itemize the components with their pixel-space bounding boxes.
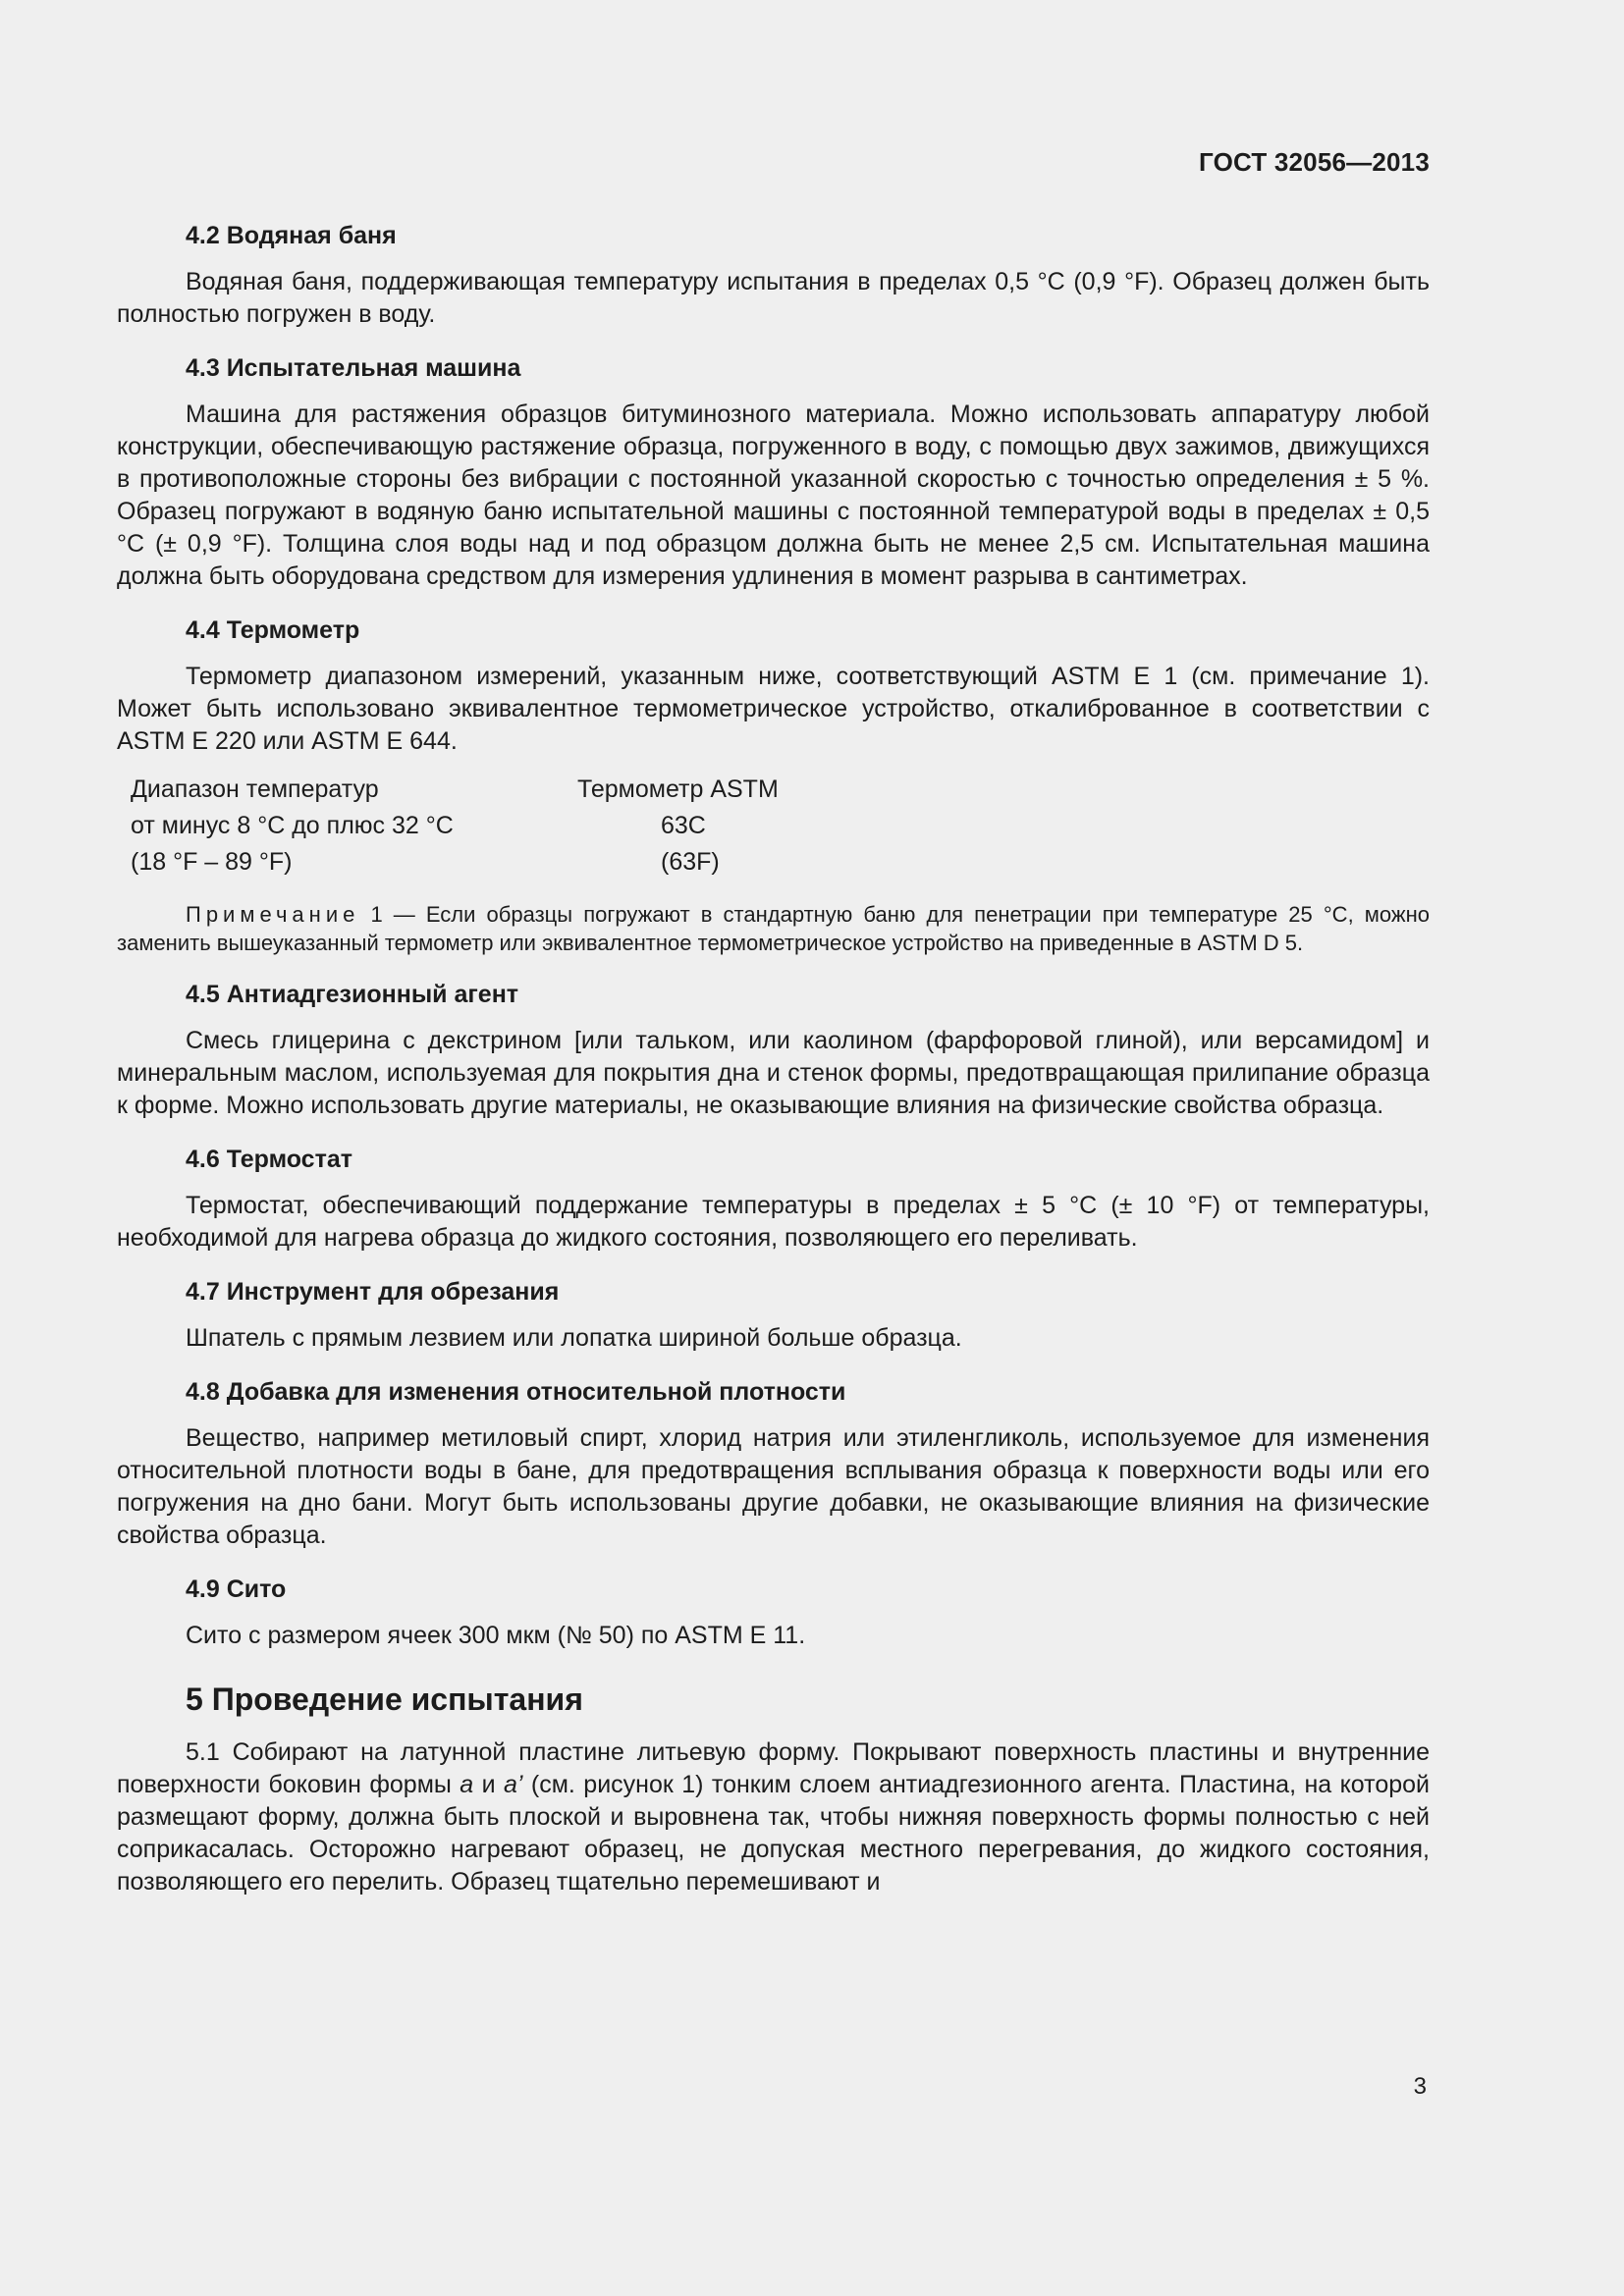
section-4-7-title: 4.7 Инструмент для обрезания (186, 1278, 560, 1306)
table-cell-range: (18 °F – 89 °F) (131, 848, 293, 876)
table-header-thermometer: Термометр ASTM (577, 775, 779, 803)
section-4-4-text: Термометр диапазоном измерений, указанным ниже, соответствующий ASTM E 1 (см. примечание 1). Может быть использовано эквивалентное термометрическое устройство, откалиброванное в соответствии с ASTM E 220 или ASTM E 644. (117, 663, 1430, 755)
text-italic: a (460, 1771, 474, 1798)
document-header: ГОСТ 32056—2013 (1199, 147, 1430, 177)
section-4-4-title: 4.4 Термометр (186, 616, 360, 644)
table-header-range: Диапазон температур (131, 775, 379, 803)
note-text: 1 — Если образцы погружают в стандартную баню для пенетрации при температуре 25 °С, можно заменить вышеуказанный термометр или эквивалентное термометрическое устройство на приведенные в ASTM D 5. (117, 902, 1430, 955)
thermometer-table (131, 772, 1430, 881)
note-1 (117, 900, 1430, 957)
note-label: Примечание (186, 902, 360, 927)
section-4-3-text: Машина для растяжения образцов битуминозного материала. Можно использовать аппаратуру любой конструкции, обеспечивающую растяжение образца, погруженного в воду, с помощью двух зажимов, движущихся в противоположные стороны без вибрации с постоянной указанной скоростью с точностью определения ± 5 %. Образец погружают в водяную баню испытательной машины с постоянной температурой воды в пределах ± 0,5 °С (± 0,9 °F). Толщина слоя воды над и под образцом должна быть не менее 2,5 см. Испытательная машина должна быть оборудована средством для измерения удлинения в момент разрыва в сантиметрах. (117, 400, 1430, 590)
section-4-2-title: 4.2 Водяная баня (186, 222, 397, 249)
section-4-7-text: Шпатель с прямым лезвием или лопатка шириной больше образца. (186, 1324, 962, 1352)
section-4-6-text: Термостат, обеспечивающий поддержание температуры в пределах ± 5 °С (± 10 °F) от температуры, необходимой для нагрева образца до жидкого состояния, позволяющего его переливать. (117, 1192, 1430, 1252)
section-4-8-title: 4.8 Добавка для изменения относительной плотности (186, 1378, 846, 1406)
text-italic: a’ (504, 1771, 523, 1798)
table-cell-range: от минус 8 °С до плюс 32 °С (131, 812, 454, 839)
section-4-5-text: Смесь глицерина с декстрином [или тальком, или каолином (фарфоровой глиной), или версамидом] и минеральным маслом, используемая для покрытия дна и стенок формы, предотвращающая прилипание образца к форме. Можно использовать другие материалы, не оказывающие влияния на физические свойства образца. (117, 1027, 1430, 1119)
section-5-1-text (117, 1736, 1430, 1898)
section-4-5-title: 4.5 Антиадгезионный агент (186, 981, 519, 1008)
section-4-6-title: 4.6 Термостат (186, 1146, 352, 1173)
section-4-3-title: 4.3 Испытательная машина (186, 354, 521, 382)
section-4-9-title: 4.9 Сито (186, 1575, 287, 1603)
section-4-8-text: Вещество, например метиловый спирт, хлорид натрия или этиленгликоль, используемое для изменения относительной плотности воды в бане, для предотвращения всплывания образца к поверхности воды или его погружения на дно бани. Могут быть использованы другие добавки, не оказывающие влияния на физические свойства образца. (117, 1424, 1430, 1549)
table-cell-thermometer: 63С (661, 812, 706, 839)
section-5-title: 5 Проведение испытания (186, 1682, 583, 1717)
section-4-2-text: Водяная баня, поддерживающая температуру испытания в пределах 0,5 °С (0,9 °F). Образец должен быть полностью погружен в воду. (117, 268, 1430, 328)
text-run: 5.1 Собирают на латунной пластине литьевую форму. Покрывают поверхность пластины и внутренние поверхности боковин формы (117, 1738, 1430, 1798)
text-run: (см. рисунок 1) тонким слоем антиадгезионного агента. Пластина, на которой размещают форму, должна быть плоской и выровнена так, чтобы нижняя поверхность формы полностью с ней соприкасалась. Осторожно нагревают образец, не допуская местного перегревания, до жидкого состояния, позволяющего его перелить. Образец тщательно перемешивают и (117, 1771, 1430, 1896)
page-number: 3 (1413, 2073, 1427, 2100)
section-4-9-text: Сито с размером ячеек 300 мкм (№ 50) по ASTM E 11. (186, 1622, 806, 1649)
text-run: и (473, 1771, 505, 1798)
table-cell-thermometer: (63F) (661, 848, 720, 876)
document-body (117, 220, 1430, 1920)
